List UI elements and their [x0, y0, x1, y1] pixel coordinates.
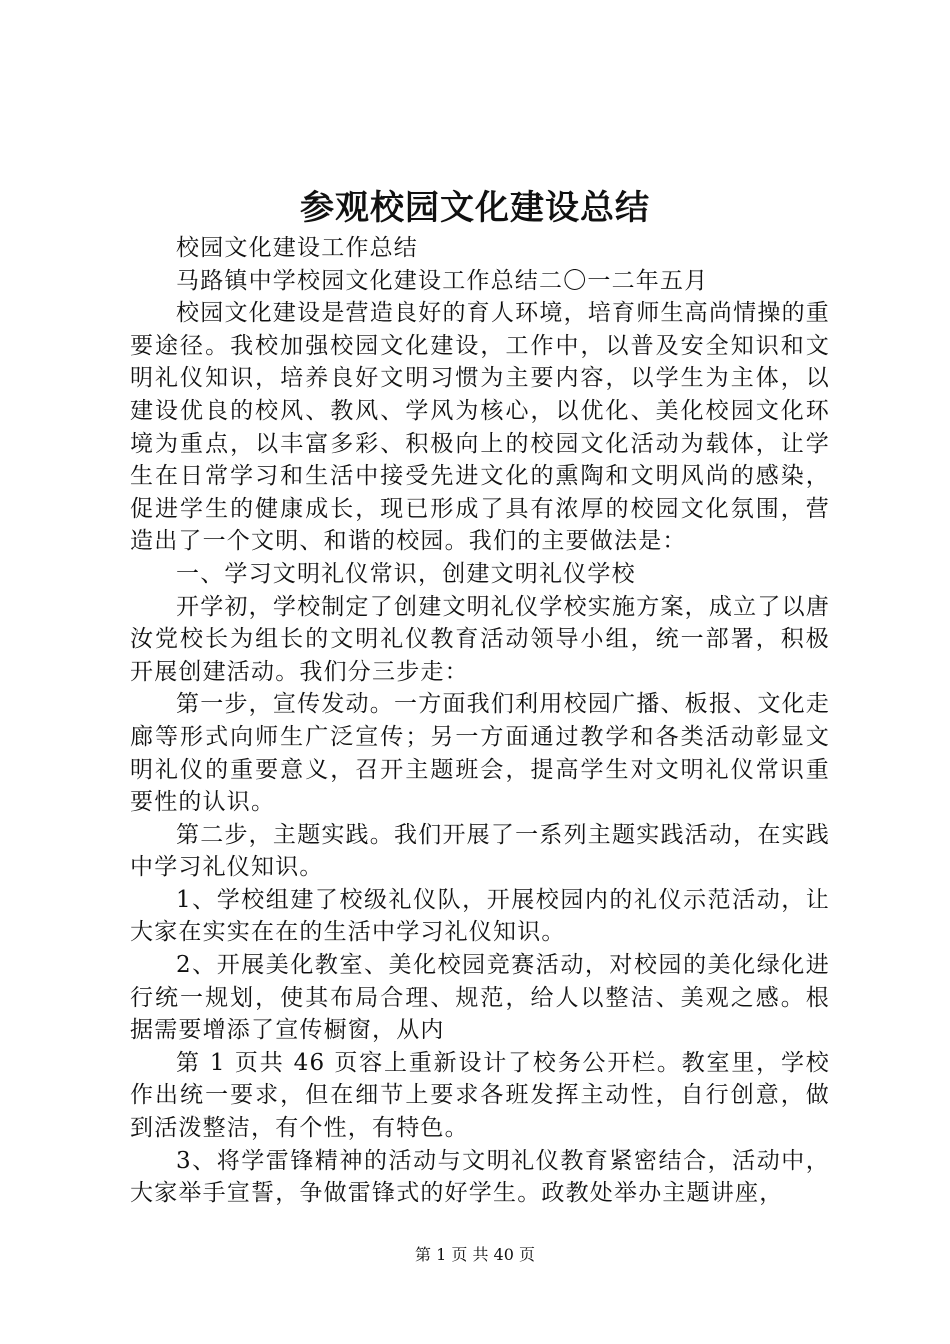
paragraph-item-three: 3、将学雷锋精神的活动与文明礼仪教育紧密结合，活动中，大家举手宣誓，争做雷锋式的好学生。政教处举办主题讲座， — [130, 1147, 830, 1207]
paragraph-section-heading: 一、学习文明礼仪常识，创建文明礼仪学校 — [176, 560, 636, 587]
paragraph-school-date: 马路镇中学校园文化建设工作总结二〇一二年五月 — [176, 267, 709, 294]
paragraph-plan: 开学初，学校制定了创建文明礼仪学校实施方案，成立了以唐汝党校长为组长的文明礼仪教育活动领导小组，统一部署，积极开展创建活动。我们分三步走： — [130, 593, 830, 685]
document-body — [130, 232, 830, 1210]
paragraph-step-one: 第一步，宣传发动。一方面我们利用校园广播、板报、文化走廊等形式向师生广泛宣传；另一方面通过教学和各类活动彰显文明礼仪的重要意义，召开主题班会，提高学生对文明礼仪常识重要性的认识。 — [130, 691, 830, 816]
paragraph-continued: 第 1 页共 46 页容上重新设计了校务公开栏。教室里，学校作出统一要求，但在细节上要求各班发挥主动性，自行创意，做到活泼整洁，有个性，有特色。 — [130, 1049, 830, 1142]
page-footer: 第 1 页 共 40 页 — [415, 1245, 535, 1264]
paragraph-item-two: 2、开展美化教室、美化校园竞赛活动，对校园的美化绿化进行统一规划，使其布局合理、规范，给人以整洁、美观之感。根据需要增添了宣传橱窗，从内 — [130, 952, 830, 1044]
document-title: 参观校园文化建设总结 — [300, 188, 650, 228]
paragraph-step-two: 第二步，主题实践。我们开展了一系列主题实践活动，在实践中学习礼仪知识。 — [130, 821, 830, 881]
paragraph-subtitle: 校园文化建设工作总结 — [176, 235, 418, 261]
paragraph-intro: 校园文化建设是营造良好的育人环境，培育师生高尚情操的重要途径。我校加强校园文化建设，工作中，以普及安全知识和文明礼仪知识，培养良好文明习惯为主要内容，以学生为主体，以建设优良的校风、教风、学风为核心，以优化、美化校园文化环境为重点，以丰富多彩、积极向上的校园文化活动为载体，让学生在日常学习和生活中接受先进文化的熏陶和文明风尚的感染，促进学生的健康成长，现已形成了具有浓厚的校园文化氛围，营造出了一个文明、和谐的校园。我们的主要做法是： — [130, 300, 830, 555]
paragraph-item-one: 1、学校组建了校级礼仪队，开展校园内的礼仪示范活动，让大家在实实在在的生活中学习礼仪知识。 — [130, 886, 830, 946]
